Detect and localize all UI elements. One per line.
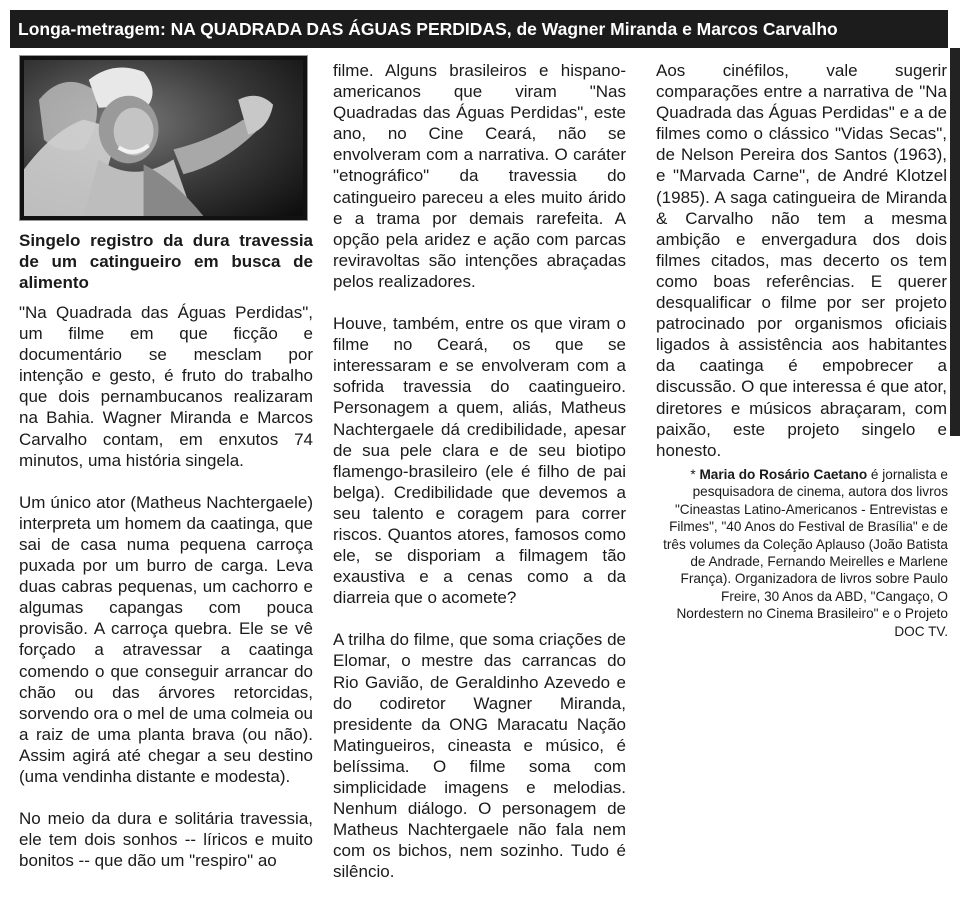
paragraph: A trilha do filme, que soma criações de Elomar, o mestre das carrancas do Rio Gavião, de Geraldinho Azevedo e do codiretor Wagner Miranda, presidente da ONG Maracatu Nação Matingueiros, cineasta e músico, é belíssima. O filme soma com simplicidade imagens e melodias. Nenhum diálogo. O personagem de Matheus Nachtergaele não fala nem com os bichos, nem sozinho. Tudo é silêncio. — [333, 630, 626, 882]
article-column-2 — [333, 60, 626, 903]
author-bio: é jornalista e pesquisadora de cinema, autora dos livros "Cineastas Latino-Americanos - Entrevistas e Filmes", "40 Anos do Festival de Brasília" e de três volumes da Coleção Aplauso (João Batista de Andrade, Fernando Meirelles e Marlene França). Organizadora de livros sobre Paulo Freire, 30 Anos da ABD, "Cangaço, O Nordestern no Cinema Brasileiro" e o Projeto DOC TV. — [663, 467, 948, 639]
side-rule — [950, 48, 960, 436]
paragraph: Aos cinéfilos, vale sugerir comparações entre a narrativa de "Na Quadrada das Águas Perdidas" e a de filmes como o clássico "Vidas Secas", de Nelson Pereira dos Santos (1963), e "Marvada Carne", de André Klotzel (1985). A saga catingueira de Miranda & Carvalho não tem a mesma ambição e envergadura dos dois filmes citados, mas decerto os tem como boas referências. E querer desqualificar o filme por ser projeto patrocinado por organismos oficiais ligados à assistência aos habitantes da caatinga é empobrecer a discussão. O que interessa é que ator, diretores e músicos abraçaram, com paixão, este projeto singelo e honesto. — [656, 61, 947, 460]
paragraph: No meio da dura e solitária travessia, ele tem dois sonhos -- líricos e muito bonitos -- que dão um "respiro" ao — [19, 809, 313, 871]
article-column-3 — [656, 60, 947, 482]
author-note — [652, 466, 948, 640]
article-column-1 — [19, 302, 313, 892]
article-title: Longa-metragem: NA QUADRADA DAS ÁGUAS PERDIDAS, de Wagner Miranda e Marcos Carvalho — [18, 19, 838, 39]
paragraph: filme. Alguns brasileiros e hispano-americanos que viram "Nas Quadradas das Águas Perdidas", este ano, no Cine Ceará, não se envolveram com a narrativa. O caráter "etnográfico" da travessia do catingueiro pareceu a eles muito árido e a trama por demais rarefeita. A opção pela aridez e ação com parcas reviravoltas são intenções abraçadas pelos realizadores. — [333, 61, 626, 291]
paragraph: Houve, também, entre os que viram o filme no Ceará, os que se interessaram e se envolveram com a sofrida travessia do caatingueiro. Personagem a quem, aliás, Matheus Nachtergaele dá credibilidade, apesar de sua pele clara e de seu biotipo flamengo-brasileiro (ele é filho de pai belga). Credibilidade que devemos a seu talento e coragem para correr riscos. Quantos atores, famosos como ele, se disporiam a filmagem tão exaustiva e a cenas como a da diarreia que o acomete? — [333, 314, 626, 608]
note-prefix: * — [690, 467, 700, 482]
article-header — [10, 10, 948, 48]
author-name: Maria do Rosário Caetano — [699, 467, 868, 482]
article-photo — [19, 55, 308, 221]
photo-caption: Singelo registro da dura travessia de um catingueiro em busca de alimento — [19, 231, 313, 292]
actor-photo-icon — [24, 60, 303, 216]
paragraph: "Na Quadrada das Águas Perdidas", um filme em que ficção e documentário se mesclam por intenção e gesto, é fruto do trabalho que dois pernambucanos realizaram na Bahia. Wagner Miranda e Marcos Carvalho contam, em enxutos 74 minutos, uma história singela. — [19, 303, 313, 470]
paragraph: Um único ator (Matheus Nachtergaele) interpreta um homem da caatinga, que sai de casa numa pequena carroça puxada por um burro de carga. Leva duas cabras pequenas, um cachorro e algumas capangas com pouca provisão. A carroça quebra. Ele se vê forçado a atravessar a caatinga comendo o que conseguir arrancar do chão ou das árvores retorcidas, sorvendo ora o mel de uma colmeia ou a raiz de uma planta brava (ou não). Assim agirá até chegar a seu destino (uma vendinha distante e modesta). — [19, 492, 313, 786]
